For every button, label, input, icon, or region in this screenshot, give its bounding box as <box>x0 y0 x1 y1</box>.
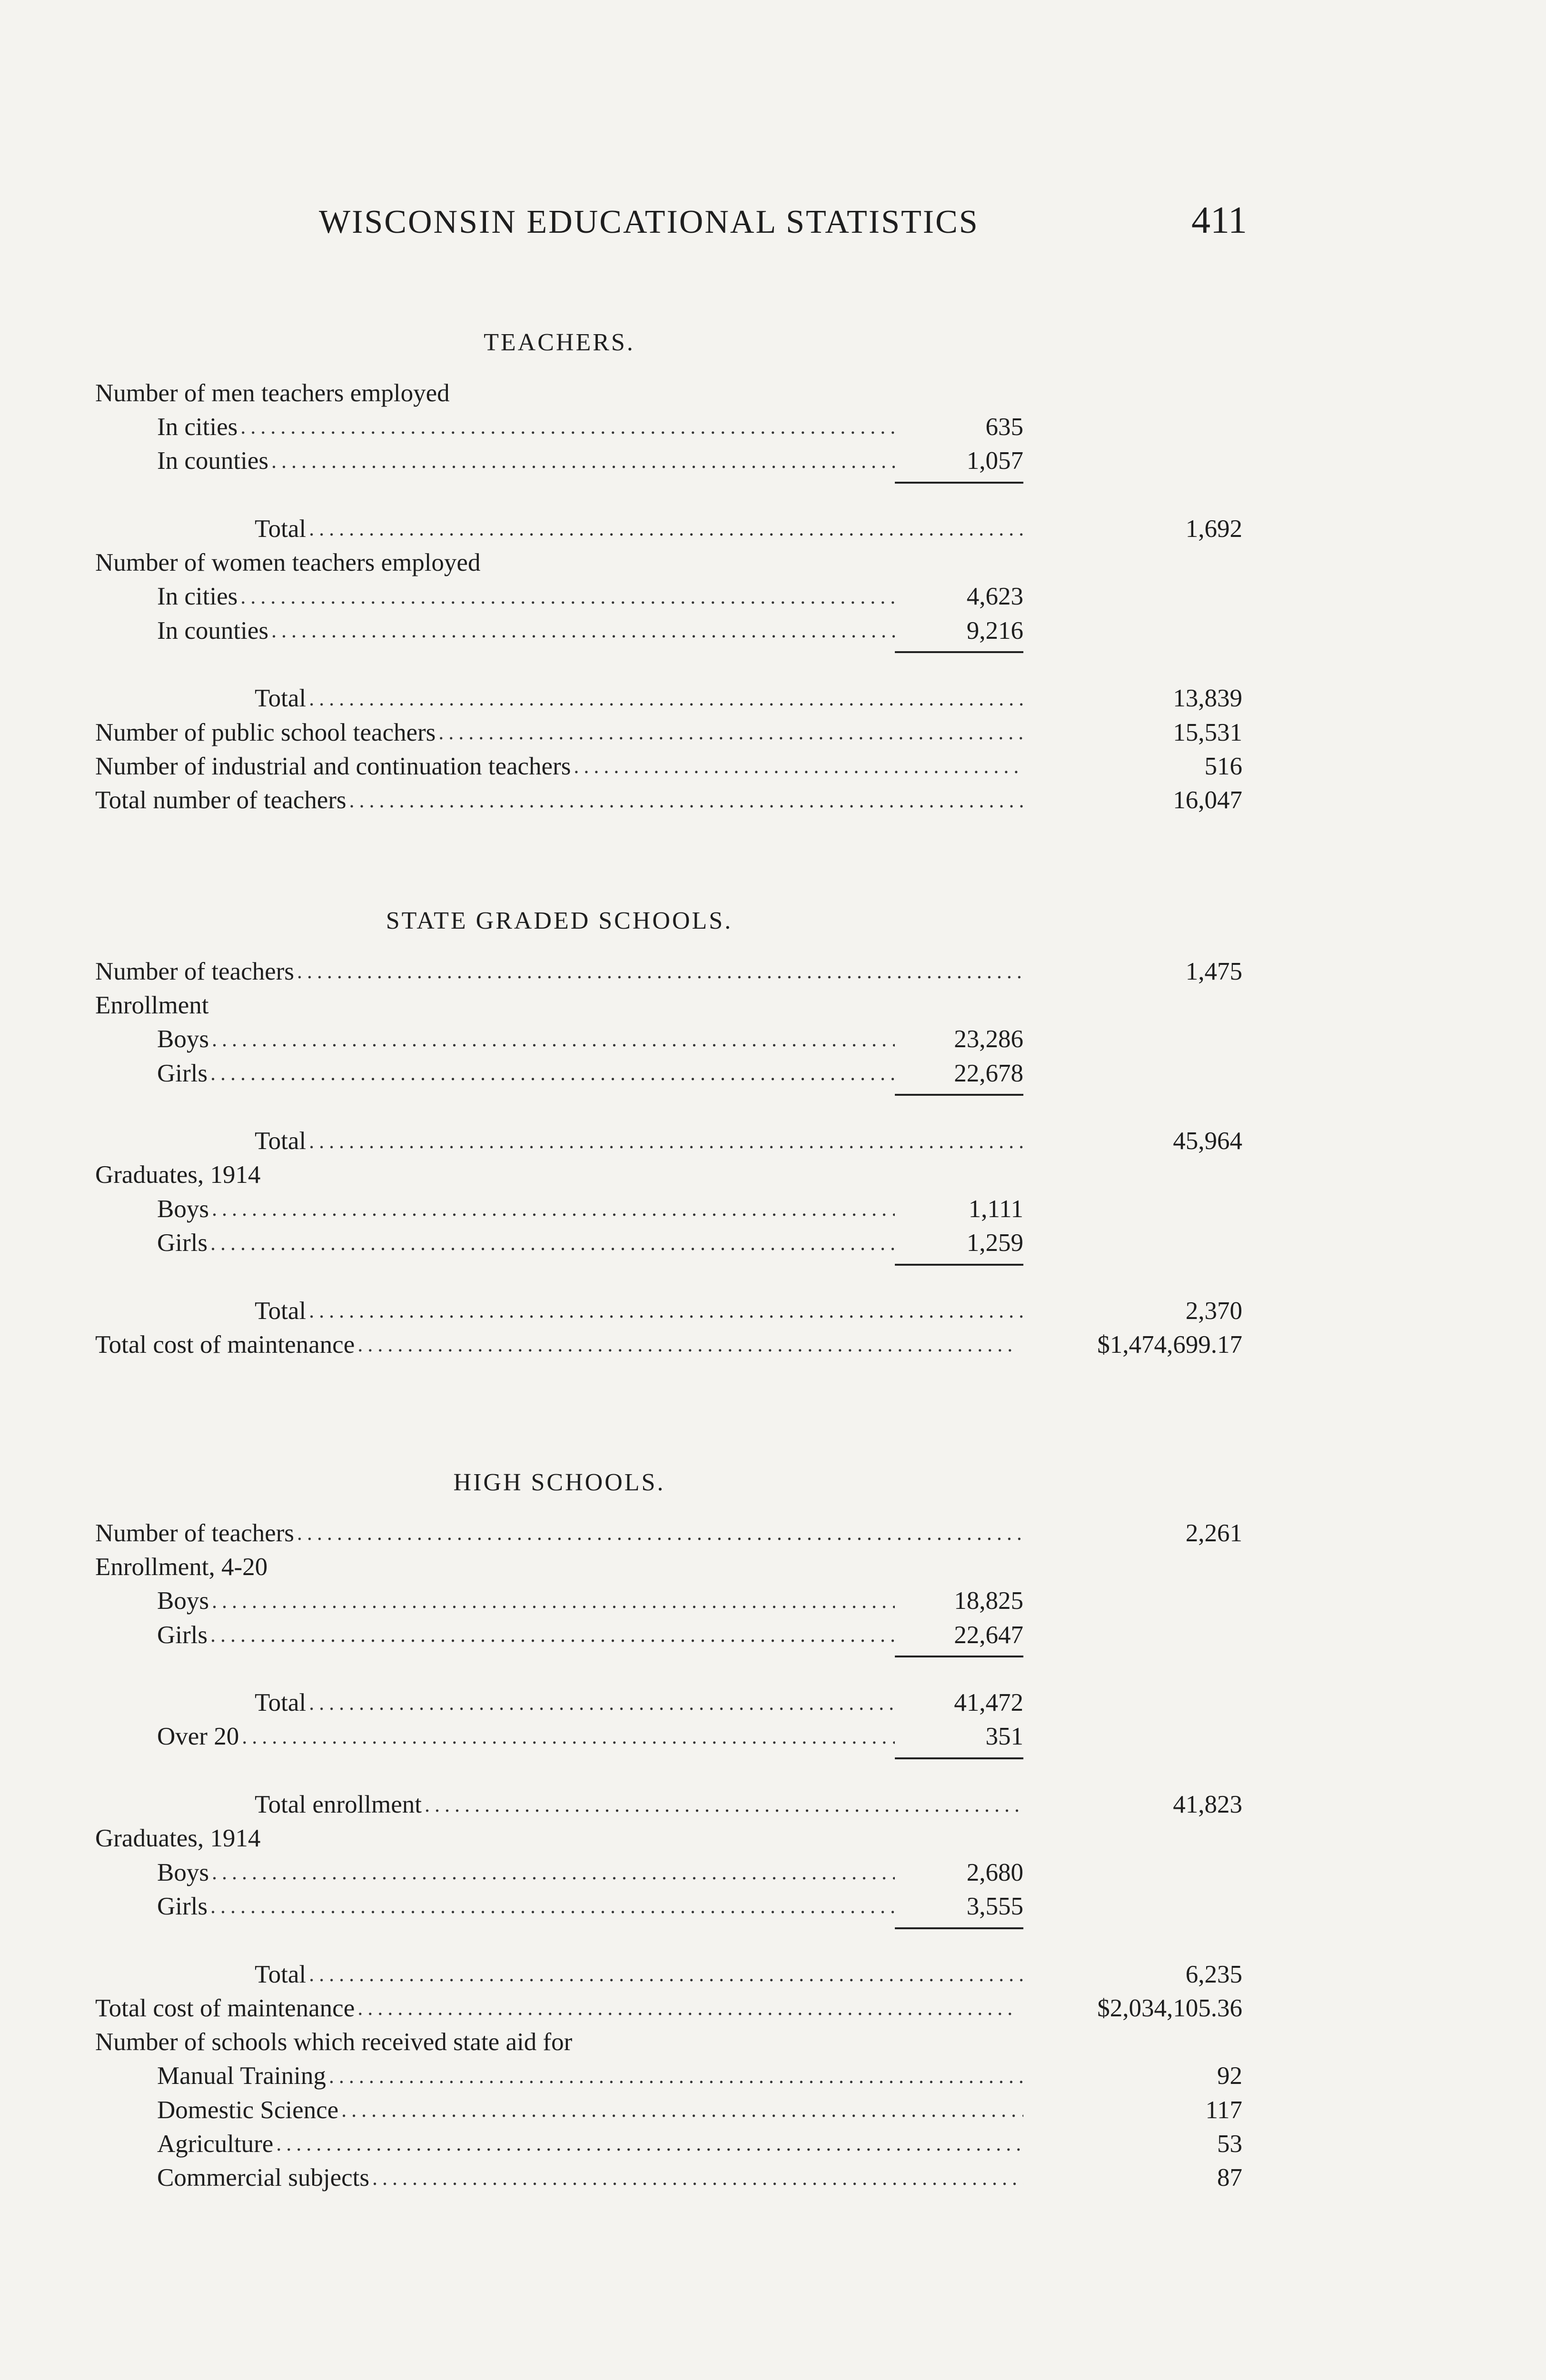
stat-label: Commercial subjects <box>157 2164 369 2192</box>
stat-label: In cities <box>157 413 238 441</box>
stat-row <box>95 512 1242 545</box>
leader-dots <box>297 1521 1023 1545</box>
stat-row <box>95 1855 1242 1889</box>
sum-rule <box>895 1927 1023 1929</box>
stat-total: 16,047 <box>1173 786 1242 814</box>
stat-label: Girls <box>157 1229 208 1257</box>
stat-label: Total cost of maintenance <box>95 1330 355 1359</box>
stat-total: 41,823 <box>1173 1791 1242 1819</box>
stat-value: 1,111 <box>968 1195 1023 1223</box>
leader-dots <box>309 686 1023 711</box>
stat-row <box>95 1226 1242 1259</box>
leader-dots <box>240 415 895 439</box>
leader-dots <box>309 1691 895 1715</box>
leader-dots <box>309 1299 1023 1323</box>
stat-row <box>95 545 1242 579</box>
stat-row <box>95 2025 1242 2059</box>
stat-row <box>95 2059 1242 2093</box>
stat-total: 1,692 <box>1185 515 1242 543</box>
rule-row <box>95 1924 1242 1957</box>
section-title-graded: STATE GRADED SCHOOLS. <box>386 907 733 934</box>
high-schools-section <box>95 1449 1242 2195</box>
stat-row <box>95 580 1242 614</box>
section-title-teachers: TEACHERS. <box>484 329 635 356</box>
leader-dots <box>357 1332 1014 1357</box>
sum-rule <box>895 1094 1023 1096</box>
stat-row <box>95 2093 1242 2127</box>
stat-total: 1,475 <box>1185 957 1242 985</box>
stat-row <box>95 1822 1242 1855</box>
stat-row <box>95 1550 1242 1584</box>
leader-dots <box>210 1061 895 1085</box>
stat-value: 22,678 <box>954 1059 1023 1087</box>
stat-total: 53 <box>1217 2130 1242 2158</box>
sum-rule <box>895 1757 1023 1759</box>
leader-dots <box>309 1129 1023 1153</box>
leader-dots <box>276 2132 1023 2156</box>
stat-label: Total cost of maintenance <box>95 1994 355 2022</box>
stat-label: Enrollment <box>95 991 209 1019</box>
stat-label: Boys <box>157 1858 209 1886</box>
stat-row <box>95 1618 1242 1652</box>
leader-dots <box>210 1231 895 1255</box>
rule-row <box>95 1652 1242 1686</box>
leader-dots <box>309 1962 1023 1986</box>
leader-dots <box>341 2098 1023 2122</box>
sum-rule <box>895 1656 1023 1657</box>
leader-dots <box>242 1725 895 1749</box>
stat-label: Total <box>255 1127 307 1155</box>
stat-label: Domestic Science <box>157 2096 339 2124</box>
rule-row <box>95 1754 1242 1787</box>
stat-row <box>95 1584 1242 1618</box>
stat-label: Manual Training <box>157 2062 326 2090</box>
stat-total: 15,531 <box>1173 718 1242 746</box>
leader-dots <box>212 1860 895 1884</box>
stat-total: 13,839 <box>1173 684 1242 713</box>
stat-total: 2,261 <box>1185 1519 1242 1547</box>
stat-total: 117 <box>1205 2096 1242 2124</box>
leader-dots <box>212 1197 895 1221</box>
stat-label: Enrollment, 4-20 <box>95 1553 268 1581</box>
stat-row <box>95 1991 1242 2025</box>
stat-label: Number of industrial and continuation teachers <box>95 752 571 780</box>
stat-row <box>95 1056 1242 1090</box>
leader-dots <box>271 618 895 643</box>
stat-row <box>95 1720 1242 1754</box>
stat-value: 635 <box>985 413 1023 441</box>
stat-row <box>95 1124 1242 1158</box>
rule-row <box>95 647 1242 681</box>
stat-label: Boys <box>157 1025 209 1053</box>
stat-row <box>95 1328 1242 1361</box>
leader-dots <box>425 1793 1023 1817</box>
leader-dots <box>349 788 1023 813</box>
stat-row <box>95 1516 1242 1550</box>
page-number: 411 <box>1191 199 1247 241</box>
stat-total: 6,235 <box>1185 1960 1242 1988</box>
stat-value: 23,286 <box>954 1025 1023 1053</box>
leader-dots <box>357 1996 1014 2020</box>
stat-total: 2,370 <box>1185 1297 1242 1325</box>
leader-dots <box>309 516 1023 541</box>
stat-label: Agriculture <box>157 2130 274 2158</box>
stat-value: 3,555 <box>966 1892 1023 1920</box>
graded-schools-section <box>95 888 1242 1362</box>
stat-label: Total enrollment <box>255 1791 422 1819</box>
stat-value: 4,623 <box>966 583 1023 611</box>
leader-dots <box>329 2064 1023 2088</box>
leader-dots <box>212 1589 895 1613</box>
stat-label: Number of teachers <box>95 957 294 985</box>
stat-row <box>95 715 1242 749</box>
teachers-section <box>95 309 1242 817</box>
rule-row <box>95 1260 1242 1294</box>
stat-label: Graduates, 1914 <box>95 1825 261 1853</box>
stat-row <box>95 614 1242 647</box>
stat-value: 41,472 <box>954 1689 1023 1717</box>
stat-total: 45,964 <box>1173 1127 1242 1155</box>
stat-label: Total number of teachers <box>95 786 347 814</box>
stat-label: Total <box>255 684 307 713</box>
running-head <box>95 199 1247 242</box>
stat-label: Over 20 <box>157 1723 239 1751</box>
stat-total: $1,474,699.17 <box>1097 1330 1242 1359</box>
stat-label: Graduates, 1914 <box>95 1161 261 1189</box>
leader-dots <box>372 2166 1023 2190</box>
stat-label: Girls <box>157 1059 208 1087</box>
leader-dots <box>210 1894 895 1918</box>
stat-value: 1,057 <box>966 447 1023 475</box>
leader-dots <box>297 959 1023 983</box>
stat-total: $2,034,105.36 <box>1097 1994 1242 2022</box>
stat-label: Number of women teachers employed <box>95 549 481 577</box>
rule-row <box>95 1090 1242 1124</box>
stat-label: Number of public school teachers <box>95 718 436 746</box>
stat-label: Boys <box>157 1195 209 1223</box>
stat-row <box>95 410 1242 444</box>
sum-rule <box>895 1264 1023 1266</box>
stat-value: 2,680 <box>966 1858 1023 1886</box>
stat-row <box>95 1158 1242 1192</box>
sum-rule <box>895 651 1023 653</box>
stat-row <box>95 749 1242 783</box>
stat-total: 87 <box>1217 2164 1242 2192</box>
stat-label: Total <box>255 1960 307 1988</box>
stat-value: 18,825 <box>954 1587 1023 1615</box>
rule-row <box>95 478 1242 512</box>
stat-label: Number of schools which received state aid for <box>95 2028 573 2056</box>
leader-dots <box>438 720 1023 744</box>
stat-row <box>95 376 1242 410</box>
stat-row <box>95 1022 1242 1056</box>
stat-row <box>95 1192 1242 1226</box>
leader-dots <box>210 1623 895 1647</box>
stat-label: Number of men teachers employed <box>95 379 450 407</box>
stat-row <box>95 682 1242 715</box>
leader-dots <box>574 754 1023 778</box>
stat-label: Total <box>255 1297 307 1325</box>
stat-row <box>95 444 1242 478</box>
stat-row <box>95 1889 1242 1923</box>
stat-row <box>95 1787 1242 1821</box>
stat-label: Boys <box>157 1587 209 1615</box>
stat-label: Total <box>255 1689 307 1717</box>
stat-label: Girls <box>157 1892 208 1920</box>
sum-rule <box>895 482 1023 484</box>
stat-value: 9,216 <box>966 616 1023 645</box>
stat-total: 516 <box>1204 752 1242 780</box>
stat-row <box>95 783 1242 817</box>
stat-total: 92 <box>1217 2062 1242 2090</box>
stat-label: Number of teachers <box>95 1519 294 1547</box>
leader-dots <box>212 1027 895 1051</box>
stat-value: 22,647 <box>954 1621 1023 1649</box>
leader-dots <box>271 449 895 473</box>
stat-row <box>95 988 1242 1022</box>
stat-row <box>95 954 1242 988</box>
stat-value: 351 <box>985 1723 1023 1751</box>
leader-dots <box>240 585 895 609</box>
stat-label: In counties <box>157 616 269 645</box>
stat-row <box>95 1686 1242 1719</box>
section-title-high: HIGH SCHOOLS. <box>453 1469 665 1496</box>
running-title: WISCONSIN EDUCATIONAL STATISTICS <box>319 204 979 240</box>
stat-row <box>95 2127 1242 2161</box>
stat-row <box>95 1294 1242 1328</box>
stat-label: Total <box>255 515 307 543</box>
stat-label: Girls <box>157 1621 208 1649</box>
stat-value: 1,259 <box>966 1229 1023 1257</box>
stat-row <box>95 1957 1242 1991</box>
stat-label: In counties <box>157 447 269 475</box>
stat-label: In cities <box>157 583 238 611</box>
stat-row <box>95 2161 1242 2195</box>
